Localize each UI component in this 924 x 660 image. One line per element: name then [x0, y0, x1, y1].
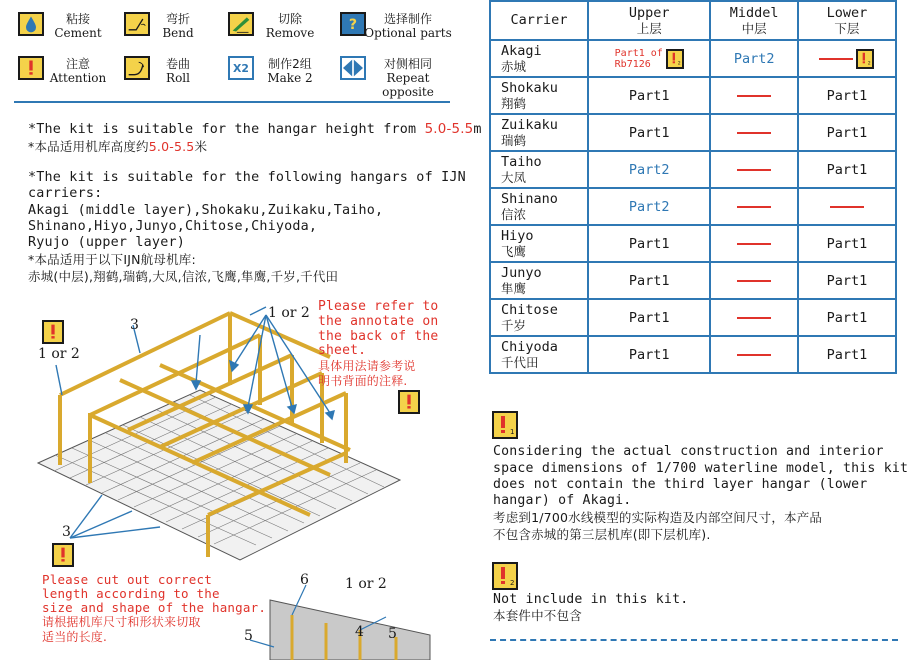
- upper-layer-cell: [588, 299, 710, 336]
- lower-layer-cell: [798, 262, 896, 299]
- carrier-name-cell: [490, 151, 588, 188]
- attention-icon-diagram-right: [398, 390, 420, 414]
- upper-layer-cell: [588, 40, 710, 77]
- middle-layer-cell: [710, 188, 797, 225]
- refer-en-1: the annotate on: [318, 314, 439, 329]
- label-3-left: 3: [62, 524, 71, 540]
- carrier-name-zh: 翔鹤: [501, 95, 527, 111]
- height-zh: [28, 139, 207, 155]
- refer-zh-0: 具体用法请参考说: [318, 359, 416, 373]
- label-6: 6: [300, 572, 309, 588]
- carrier-name-cell: [490, 299, 588, 336]
- attention-icon: [856, 49, 874, 69]
- legend-en-2: Remove: [265, 26, 315, 40]
- legend-en-1: Bend: [162, 26, 194, 40]
- note1-en-2: does not contain the third layer hangar (lower: [493, 477, 868, 492]
- label-3-top: 3: [130, 317, 139, 333]
- svg-text:?: ?: [348, 17, 358, 33]
- carrier-name-en: Chitose: [501, 301, 558, 318]
- legend-zh-2: 切除: [277, 12, 302, 26]
- legend-zh-7: 对侧相同: [383, 57, 432, 71]
- note1-zh-1: 不包含赤城的第三层机库(即下层机库).: [493, 527, 711, 542]
- label-1or2-bottom: 1 or 2: [345, 576, 387, 592]
- middle-layer-cell: [710, 114, 797, 151]
- middle-layer-cell: [710, 151, 797, 188]
- carriers-line-3: Shinano,Hiyo,Junyo,Chitose,Chiyoda,: [28, 219, 318, 234]
- legend-en-4: Attention: [49, 71, 107, 85]
- middle-layer-cell: [710, 262, 797, 299]
- header-lower-en: Lower: [826, 4, 868, 21]
- carrier-name-cell: [490, 40, 588, 77]
- lower-layer-cell: [798, 151, 896, 188]
- part-label: Part2: [733, 50, 775, 67]
- height-zh-suffix: 米: [194, 139, 208, 154]
- legend-zh-6: 制作2组: [268, 57, 312, 71]
- part-label: Part1: [628, 235, 670, 252]
- legend-zh-0: 粘接: [65, 12, 90, 26]
- height-zh-range: 5.0-5.5: [148, 139, 195, 154]
- carriers-line-0: *The kit is suitable for the following hangars of IJN: [28, 170, 466, 185]
- header-middle-en: Middel: [729, 4, 779, 21]
- header-upper-zh: 上层: [636, 20, 662, 36]
- legend-en-0: Cement: [54, 26, 102, 40]
- legend-en-7: Repeat opposite: [382, 71, 434, 99]
- cut-en-1: length according to the: [42, 586, 220, 601]
- label-5-left: 5: [244, 628, 253, 644]
- right-bottom-divider: [490, 639, 898, 641]
- attention-icon-diagram-left: [42, 320, 64, 344]
- upper-layer-cell: [588, 188, 710, 225]
- legend-divider: [14, 101, 450, 103]
- carrier-name-cell: [490, 188, 588, 225]
- table-row: [490, 77, 896, 114]
- carriers-line-4: Ryujo (upper layer): [28, 235, 185, 250]
- height-en-prefix: *The kit is suitable for the hangar height from: [28, 122, 425, 137]
- part-note-text: [615, 48, 663, 70]
- refer-zh-1: 明书背面的注释.: [318, 374, 408, 388]
- part-note-line-2: Rb7126: [614, 58, 651, 70]
- carrier-name-zh: 信浓: [501, 206, 527, 222]
- carrier-name-cell: [490, 336, 588, 373]
- header-middle: [710, 1, 797, 40]
- part-label: Part1: [826, 309, 868, 326]
- carriers-zh-1: *本品适用于以下IJN航母机库:: [28, 252, 196, 267]
- header-middle-zh: 中层: [741, 20, 767, 36]
- table-row: [490, 262, 896, 299]
- upper-layer-cell: [588, 336, 710, 373]
- carrier-name-en: Junyo: [501, 264, 542, 281]
- note2-marker: 2: [510, 579, 515, 587]
- lower-layer-cell: [798, 299, 896, 336]
- height-range: 5.0-5.5: [424, 122, 474, 137]
- part-label: Part1: [826, 87, 868, 104]
- carrier-name-en: Taiho: [501, 153, 542, 170]
- carrier-name-en: Zuikaku: [501, 116, 558, 133]
- carrier-name-zh: 赤城: [501, 58, 527, 74]
- middle-layer-cell: [710, 77, 797, 114]
- note1-en-3: hangar) of Akagi.: [493, 493, 632, 508]
- refer-en-2: the back of the: [318, 329, 439, 344]
- label-4: 4: [355, 624, 364, 640]
- attention-icon-note1: [492, 411, 518, 439]
- carrier-name-zh: 隼鹰: [501, 280, 527, 296]
- carrier-name-en: Akagi: [501, 42, 542, 59]
- upper-layer-cell: [588, 225, 710, 262]
- legend-en-3: Optional parts: [364, 26, 452, 40]
- lower-layer-cell: [798, 336, 896, 373]
- cut-en-2: size and shape of the hangar.: [42, 600, 267, 615]
- height-en-suffix: m: [473, 122, 482, 137]
- part-label: Part1: [628, 124, 670, 141]
- label-1or2-top: 1 or 2: [268, 305, 310, 321]
- part-label: Part1: [826, 235, 868, 252]
- table-row: [490, 299, 896, 336]
- part-label: Part1: [826, 346, 868, 363]
- carrier-name-en: Chiyoda: [501, 338, 558, 355]
- carrier-name-cell: [490, 114, 588, 151]
- carriers-line-2: Akagi (middle layer),Shokaku,Zuikaku,Taiho,: [28, 203, 384, 218]
- cut-zh-0: 请根据机库尺寸和形状来切取: [42, 615, 201, 629]
- cut-zh-1: 适当的长度.: [42, 630, 108, 644]
- carrier-parts-table: [489, 0, 897, 374]
- part-label: Part1: [628, 346, 670, 363]
- table-row: [490, 225, 896, 262]
- table-row: [490, 188, 896, 225]
- svg-text:2: 2: [868, 60, 872, 66]
- part-label: Part1: [628, 309, 670, 326]
- upper-layer-cell: [588, 114, 710, 151]
- not-applicable-dash: [737, 132, 771, 134]
- lower-layer-cell: [798, 114, 896, 151]
- part-label: Part1: [628, 87, 670, 104]
- upper-layer-cell: [588, 262, 710, 299]
- lower-layer-cell: [798, 225, 896, 262]
- carrier-name-zh: 瑞鹤: [501, 132, 527, 148]
- carrier-name-en: Shinano: [501, 190, 558, 207]
- carrier-name-en: Hiyo: [501, 227, 534, 244]
- svg-text:2: 2: [677, 60, 681, 66]
- table-row: [490, 40, 896, 77]
- carrier-name-cell: [490, 77, 588, 114]
- header-upper-en: Upper: [628, 4, 670, 21]
- middle-layer-cell: [710, 299, 797, 336]
- not-applicable-dash: [737, 206, 771, 208]
- header-lower-zh: 下层: [834, 20, 860, 36]
- attention-icon: [666, 49, 684, 69]
- part-label: Part2: [628, 161, 670, 178]
- upper-layer-cell: [588, 151, 710, 188]
- lower-layer-cell: [798, 188, 896, 225]
- make2-icon-text: X2: [233, 62, 249, 76]
- refer-en-0: Please refer to: [318, 299, 439, 314]
- label-5-right: 5: [388, 626, 397, 642]
- legend-en-6: Make 2: [267, 71, 313, 85]
- carrier-name-en: Shokaku: [501, 79, 558, 96]
- note1-en-0: Considering the actual construction and interior: [493, 444, 884, 459]
- hangar-subfigure: [250, 585, 430, 660]
- not-applicable-dash: [737, 317, 771, 319]
- middle-layer-cell: [710, 40, 797, 77]
- carrier-name-zh: 飞鹰: [501, 243, 527, 259]
- height-zh-prefix: *本品适用机库高度约: [28, 139, 149, 154]
- lower-layer-cell: [798, 77, 896, 114]
- not-applicable-dash: [830, 206, 864, 208]
- legend-zh-5: 卷曲: [165, 57, 190, 71]
- part-note-line-1: Part1 of: [614, 47, 663, 59]
- label-1or2-left: 1 or 2: [38, 346, 80, 362]
- legend-en-5: Roll: [166, 71, 190, 85]
- not-applicable-dash: [737, 243, 771, 245]
- table-row: [490, 114, 896, 151]
- header-carrier: [490, 1, 588, 40]
- carrier-name-cell: [490, 225, 588, 262]
- carrier-name-cell: [490, 262, 588, 299]
- note1-zh-0: 考虑到1/700水线模型的实际构造及内部空间尺寸，本产品: [493, 510, 823, 525]
- attention-icon-diagram-bottom: [52, 543, 74, 567]
- attention-icon-note2: [492, 562, 518, 590]
- not-applicable-dash: [737, 354, 771, 356]
- legend-zh-4: 注意: [65, 57, 90, 71]
- carrier-name-zh: 大凤: [501, 169, 527, 185]
- carriers-zh-2: 赤城(中层),翔鹤,瑞鹤,大凤,信浓,飞鹰,隼鹰,千岁,千代田: [28, 269, 339, 284]
- note2-en: Not include in this kit.: [493, 592, 689, 607]
- header-carrier-label: Carrier: [510, 12, 568, 28]
- part-label: Part1: [628, 272, 670, 289]
- not-applicable-dash: [819, 58, 853, 60]
- middle-layer-cell: [710, 336, 797, 373]
- carrier-name-zh: 千代田: [501, 354, 539, 370]
- legend-zh-3: 选择制作: [383, 12, 432, 26]
- part-label: Part2: [628, 198, 670, 215]
- note2-zh: 本套件中不包含: [493, 608, 582, 623]
- part-label: Part1: [826, 161, 868, 178]
- height-en: [28, 122, 482, 138]
- note1-marker: 1: [510, 428, 515, 436]
- not-applicable-dash: [737, 95, 771, 97]
- upper-layer-cell: [588, 77, 710, 114]
- refer-en-3: sheet.: [318, 343, 367, 358]
- note1-en-1: space dimensions of 1/700 waterline model, this kit: [493, 461, 909, 476]
- not-applicable-dash: [737, 280, 771, 282]
- middle-layer-cell: [710, 225, 797, 262]
- table-header-row: [490, 1, 896, 40]
- cut-en-0: Please cut out correct: [42, 572, 212, 587]
- not-applicable-dash: [737, 169, 771, 171]
- part-label: Part1: [826, 272, 868, 289]
- carrier-name-zh: 千岁: [501, 317, 527, 333]
- carriers-line-1: carriers:: [28, 186, 103, 201]
- header-lower: [798, 1, 896, 40]
- table-row: [490, 151, 896, 188]
- lower-layer-cell: [798, 40, 896, 77]
- table-row: [490, 336, 896, 373]
- legend-zh-1: 弯折: [165, 12, 190, 26]
- header-upper: [588, 1, 710, 40]
- part-label: Part1: [826, 124, 868, 141]
